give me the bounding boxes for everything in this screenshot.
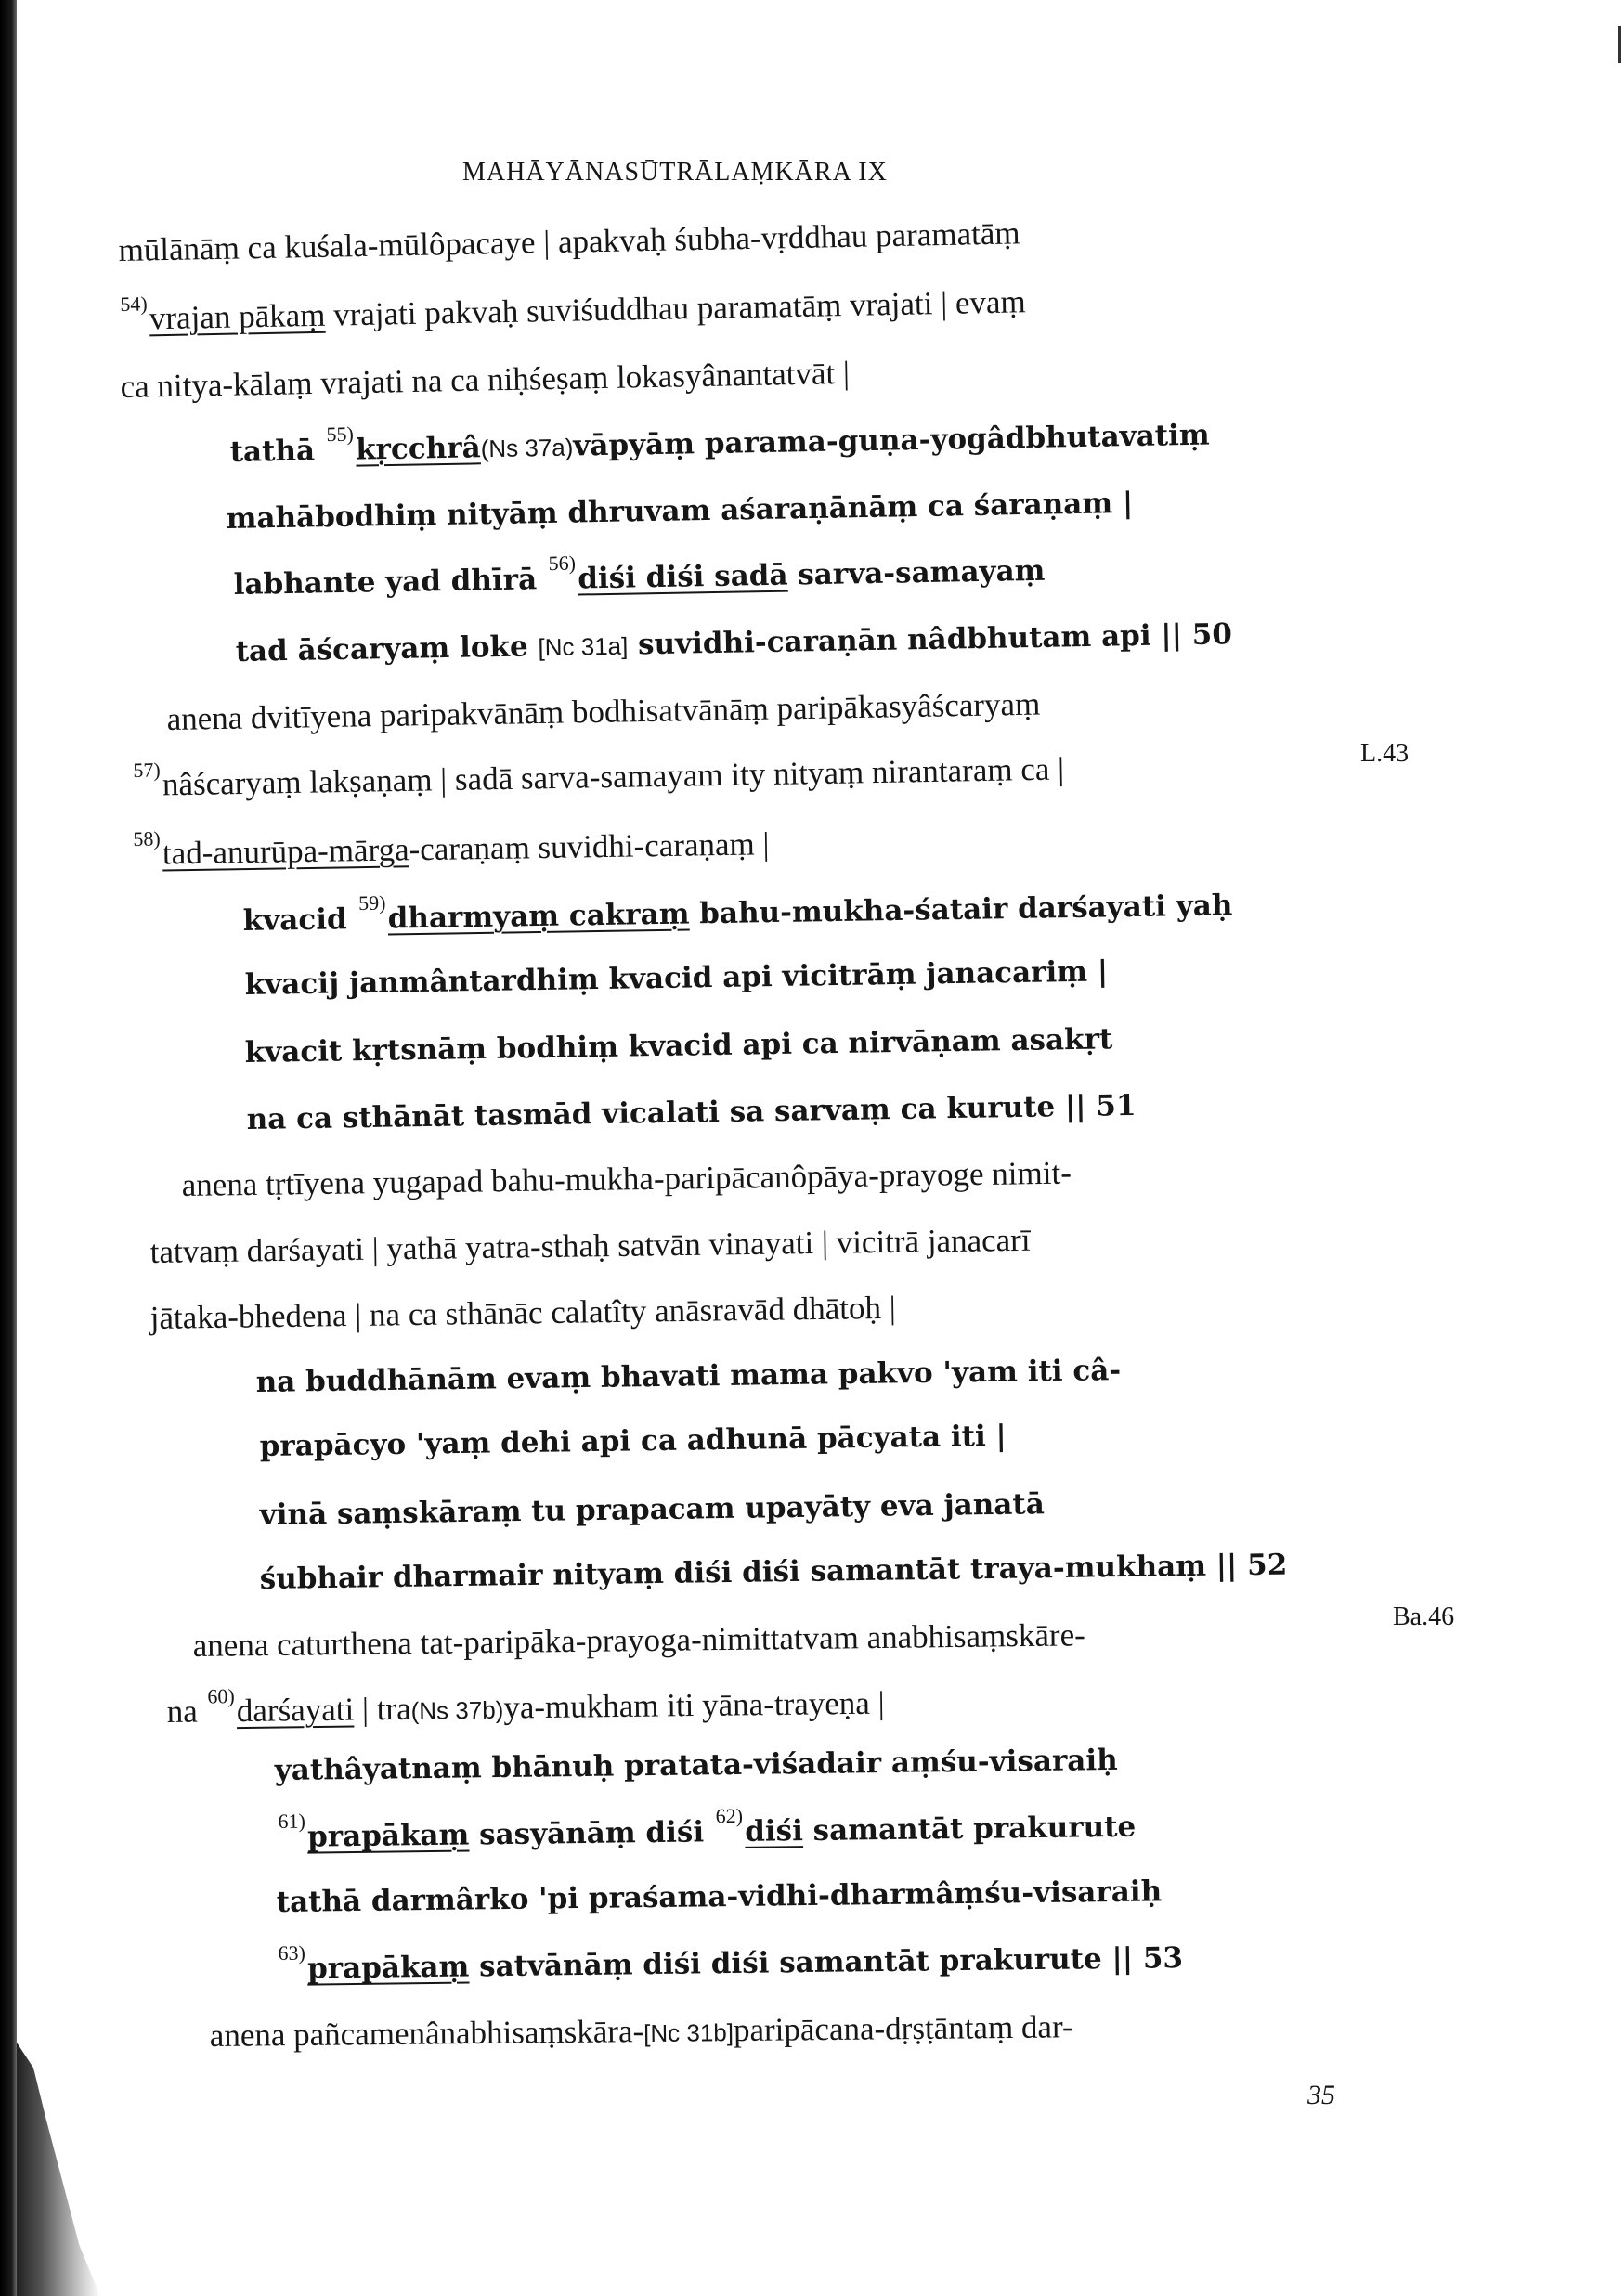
verse-line: [255, 1354, 1121, 1399]
underlined-text: diśi diśi sadā: [577, 558, 788, 596]
line-text: anena tṛtīyena yugapad bahu-mukha-paripācanôpāya-prayoge nimit-: [181, 1154, 1072, 1204]
underlined-text: prapākaṃ: [306, 1950, 470, 1986]
manuscript-ref: (Ns 37b): [410, 1695, 504, 1725]
line-text: tad āścaryaṃ loke: [235, 629, 539, 668]
underlined-text: tad-anurūpa-mārga: [162, 831, 409, 872]
verse-line: [259, 1549, 1287, 1596]
scan-mark: [1618, 26, 1621, 63]
running-header: MAHĀYĀNASŪTRĀLAṂKĀRA IX: [462, 158, 888, 187]
footnote-marker: 59): [357, 890, 386, 915]
page-edge-shadow: [17, 2043, 100, 2296]
line-text: kvacit kṛtsnāṃ bodhiṃ kvacid api ca nirvāṇam asakṛt: [244, 1022, 1113, 1070]
verse-line: [275, 1744, 1118, 1787]
verse-line: [277, 1941, 1184, 1986]
line-text: sasyānāṃ diśi: [469, 1815, 715, 1852]
page-number: 35: [1307, 2080, 1335, 2110]
prose-line: [181, 1155, 1072, 1204]
line-text: mūlānāṃ ca kuśala-mūlôpacaye | apakvaḥ śubha-vṛddhau paramatāṃ: [118, 214, 1020, 269]
verse-line: [235, 617, 1232, 668]
line-text: ya-mukham iti yāna-trayeṇa |: [503, 1684, 885, 1726]
prose-line: [210, 2008, 1073, 2055]
prose-line: [120, 355, 850, 406]
footnote-marker: 55): [326, 422, 355, 447]
prose-line: [193, 1616, 1085, 1665]
footnote-marker: 54): [120, 292, 148, 316]
line-text: satvānāṃ diśi diśi samantāt prakurute || 53: [469, 1941, 1184, 1984]
underlined-text: vrajan pākaṃ: [149, 296, 326, 337]
line-text: labhante yad dhīrā: [233, 563, 548, 602]
line-text: vinā saṃskāraṃ tu prapacam upayāty eva janatā: [259, 1487, 1046, 1532]
line-text: na buddhānām evaṃ bhavati mama pakvo 'yam iti câ-: [255, 1353, 1122, 1399]
prose-line: [118, 283, 1026, 338]
line-text: tatvaṃ darśayati | yathā yatra-sthaḥ satvān vinayati | vicitrā janacarī: [149, 1221, 1031, 1271]
line-text: nâścaryaṃ lakṣaṇaṃ | sadā sarva-samayam ity nityaṃ nirantaraṃ ca |: [162, 750, 1065, 803]
margin-ref-l43: L.43: [1360, 739, 1410, 768]
prose-line: [149, 1290, 896, 1337]
verse-line: [246, 1089, 1136, 1136]
line-text: tathā: [229, 434, 326, 469]
line-text: prapācyo 'yaṃ dehi api ca adhunā pācyata iti |: [259, 1419, 1007, 1463]
verse-line: [244, 954, 1108, 1002]
verse-line: [277, 1803, 1137, 1854]
footnote-marker: 57): [133, 758, 161, 782]
line-text: samantāt prakurute: [802, 1810, 1137, 1848]
line-text: anena caturthena tat-paripāka-prayoga-nimittatvam anabhisaṃskāre-: [192, 1616, 1085, 1665]
line-text: bahu-mukha-śatair darśayati yaḥ: [689, 889, 1233, 931]
footnote-marker: 62): [715, 1803, 744, 1828]
verse-line: [229, 419, 1210, 469]
line-text: -caraṇaṃ suvidhi-caraṇaṃ |: [409, 825, 770, 868]
line-text: ca nitya-kālaṃ vrajati na ca niḥśeṣaṃ lokasyânantatvāt |: [120, 354, 851, 406]
prose-line: [131, 750, 1064, 804]
line-text: | tra: [353, 1690, 411, 1728]
line-text: śubhair dharmair nityaṃ diśi diśi samantāt traya-mukhaṃ || 52: [259, 1548, 1288, 1596]
manuscript-ref: [Nc 31a]: [538, 631, 629, 662]
prose-line: [118, 214, 1020, 269]
underlined-text: kṛcchrâ: [355, 431, 481, 467]
line-text: sarva-samayaṃ: [787, 553, 1046, 592]
line-text: yathâyatnaṃ bhānuḥ pratata-viśadair aṃśu-visaraiḥ: [274, 1743, 1118, 1787]
verse-line: [242, 889, 1232, 938]
verse-line: [277, 1874, 1163, 1919]
line-text: tathā darmârko 'pi praśama-vidhi-dharmâṃśu-visaraiḥ: [276, 1874, 1163, 1919]
verse-line: [259, 1420, 1007, 1463]
prose-line: [167, 1685, 885, 1731]
verse-line: [259, 1487, 1045, 1532]
footnote-marker: 58): [133, 826, 161, 850]
line-text: na: [166, 1693, 206, 1731]
manuscript-ref: (Ns 37a): [480, 433, 574, 463]
line-text: paripācana-dṛṣṭāntaṃ dar-: [733, 2008, 1073, 2049]
line-text: jātaka-bhedena | na ca sthānāc calatîty anāsravād dhātoḥ |: [149, 1289, 896, 1337]
line-text: vrajati pakvaḥ suviśuddhau paramatāṃ vrajati | evaṃ: [325, 283, 1027, 333]
prose-line: [166, 686, 1040, 738]
footnote-marker: 56): [548, 551, 577, 576]
footnote-marker: 60): [207, 1684, 235, 1708]
line-text: suvidhi-caraṇān nâdbhutam api || 50: [627, 617, 1233, 662]
line-text: anena pañcamenânabhisaṃskāra-: [209, 2013, 644, 2054]
verse-line: [226, 486, 1133, 536]
verse-line: [233, 551, 1046, 602]
line-text: vāpyāṃ parama-guṇa-yogâdbhutavatiṃ: [573, 418, 1210, 463]
line-text: mahābodhiṃ nityāṃ dhruvam aśaraṇānāṃ ca śaraṇaṃ |: [226, 486, 1134, 536]
margin-ref-ba46: Ba.46: [1393, 1602, 1455, 1631]
line-text: kvacid: [242, 902, 357, 938]
prose-line: [131, 825, 769, 873]
underlined-text: dharmyaṃ cakraṃ: [387, 897, 690, 936]
footnote-marker: 63): [278, 1940, 306, 1965]
manuscript-ref: [Nc 31b]: [643, 2018, 734, 2048]
underlined-text: darśayati: [236, 1691, 355, 1730]
line-text: anena dvitīyena paripakvānāṃ bodhisatvānāṃ paripākasyâścaryaṃ: [166, 685, 1041, 738]
line-text: kvacij janmântardhiṃ kvacid api vicitrāṃ janacariṃ |: [244, 954, 1109, 1002]
book-spine-shadow: [0, 0, 17, 2296]
prose-line: [149, 1222, 1030, 1271]
underlined-text: prapākaṃ: [306, 1818, 470, 1854]
line-text: na ca sthānāt tasmād vicalati sa sarvaṃ ca kurute || 51: [246, 1088, 1137, 1136]
verse-line: [244, 1022, 1112, 1070]
underlined-text: diśi: [744, 1814, 804, 1848]
footnote-marker: 61): [278, 1809, 306, 1833]
